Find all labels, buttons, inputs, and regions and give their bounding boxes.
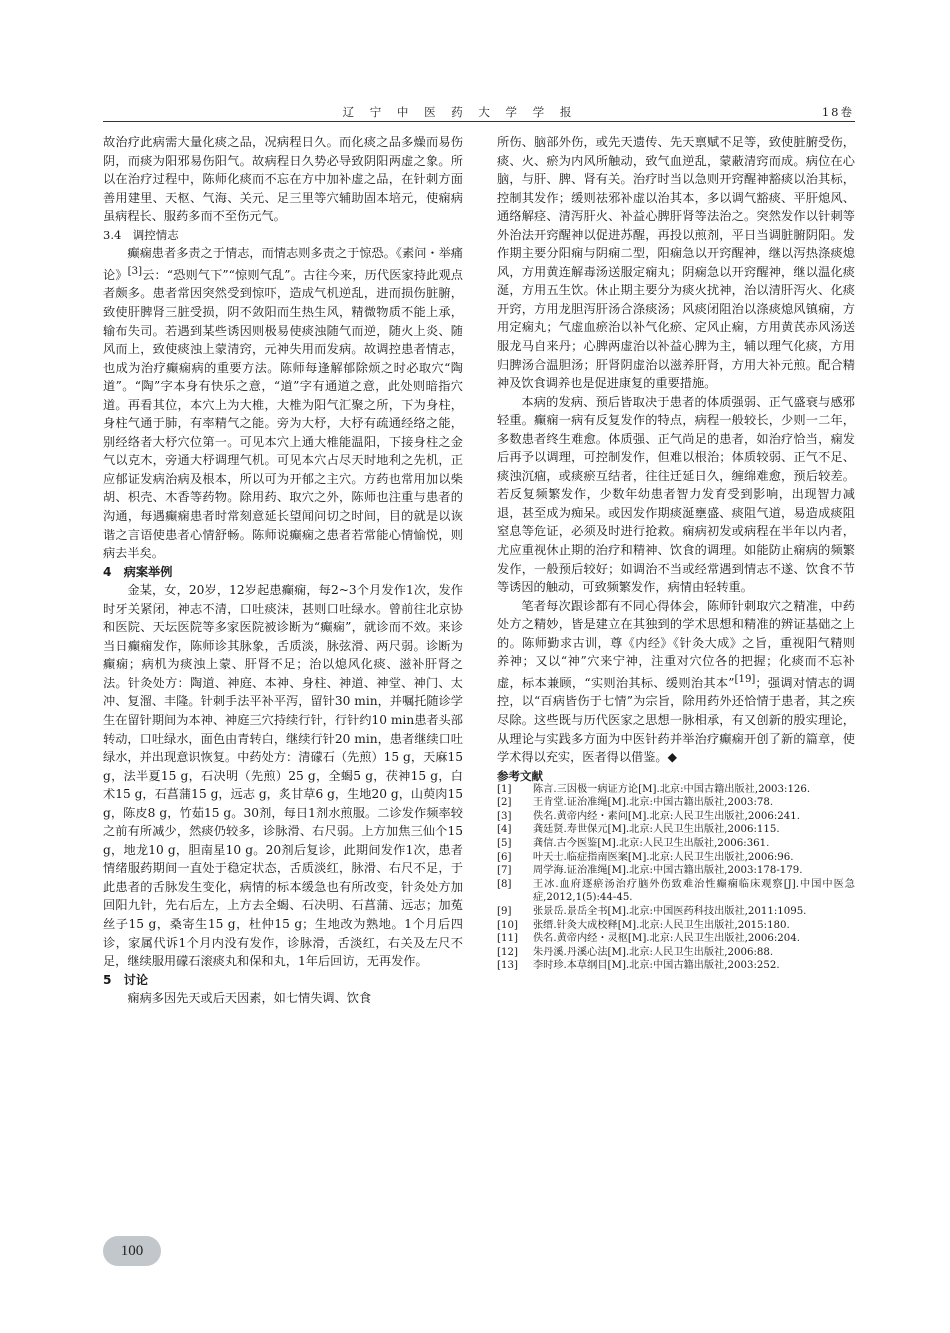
reference-text: 龚廷贤.寿世保元[M].北京:人民卫生出版社,2006:115. <box>533 824 780 836</box>
section-heading-4: 4 病案举例 <box>103 564 173 579</box>
paragraph-prognosis: 本病的发病、预后皆取决于患者的体质强弱、正气盛衰与感邪轻重。癫痫一病有反复发作的特点，病程一般较长，少则一二年，多数患者终生难愈。体质强、正气尚足的患者，如治疗恰当，痫发后再予以调理，可控制发作，但难以根治；体质较弱、正气不足、痰浊沉痼，或痰瘀互结者，往往迁延日久，缠绵难愈，预后较差。若反复频繁发作，少数年幼患者智力发育受到影响，出现智力减退，甚至成为痴呆。或因发作期痰涎壅盛、痰阻气道，易造成痰阻窒息等危证，必须及时进行抢救。痫病初发或病程在半年以内者，尤应重视休止期的治疗和精神、饮食的调理。如能防止痫病的频繁发作，一般预后较好；如调治不当或经常遇到情志不遂、饮食不节等诱因的触动，可致频繁发作，病情由轻转重。 <box>497 394 855 595</box>
paragraph-discussion-continued: 所伤、脑部外伤，或先天遗传、先天禀赋不足等，致使脏腑受伤，痰、火、瘀为内风所触动，致气血逆乱，蒙蔽清窍而成。病位在心脑，与肝、脾、肾有关。治疗时当以急则开窍醒神豁痰以治其标，控制其发作；缓则祛邪补虚以治其本，多以调气豁痰、平肝熄风、通络解痉、清泻肝火、补益心脾肝肾等法治之。突然发作以针刺等外治法开窍醒神以促进苏醒，再投以煎剂，平日当调脏腑阴阳。发作期主要分阳痫与阴痫二型，阳痫急以开窍醒神，继以泻热涤痰熄风，方用黄连解毒汤送服定痫丸；阴痫急以开窍醒神，继以温化痰涎，方用五生饮。休止期主要分为痰火扰神，治以清肝泻火、化痰开窍，方用龙胆泻肝汤合涤痰汤；风痰闭阻治以涤痰熄风镇痫，方用定痫丸；气虚血瘀治以补气化瘀、定风止痫，方用黄芪赤风汤送服龙马自来丹；心脾两虚治以补益心脾为主，辅以理气化痰，方用归脾汤合温胆汤；肝肾阴虚治以滋养肝肾，方用大补元煎。配合精神及饮食调养也是促进康复的重要措施。 <box>497 135 855 391</box>
paragraph-emotion-text-a: 癫痫患者多责之于情志，而情志则多责之于惊恐。《素问・举痛论》 <box>103 246 463 282</box>
reference-item <box>497 864 855 878</box>
reference-text: 陈言.三因极一病证方论[M].北京:中国古籍出版社,2003:126. <box>533 783 811 795</box>
reference-number: [2] <box>497 797 512 809</box>
right-column <box>497 133 855 973</box>
paragraph-conclusion <box>497 597 855 767</box>
reference-item <box>497 851 855 865</box>
reference-number: [10] <box>497 919 518 931</box>
reference-item <box>497 932 855 946</box>
paragraph-emotion-text-b: 云：“恐则气下”“惊则气乱”。古往今来，历代医家持此观点者颇多。患者常因突然受到惊吓，造成气机逆乱，进而损伤脏腑，致使肝脾肾三脏受损，阴不敛阳而生热生风，精微物质不能上承，输布失司。若遇到某些诱因则极易使痰浊随气而逆，随火上炎、随风而上，致使痰浊上蒙清窍，元神失用而发病。故调控患者情志，也成为治疗癫痫病的重要方法。陈师每逢解郁除烦之时必取穴“陶道”。“陶”字本身有快乐之意，“道”字有通道之意，此处则暗指穴道。再看其位，本穴上为大椎，大椎为阳气汇聚之所，下为身柱，身柱气通于肺，有率精气之能。旁为大杼，大杼有疏通经络之能，别经络者大杼穴位第一。可见本穴上通大椎能温阳，下接身柱之金气以克木，旁通大杼调理气机。可见本穴占尽天时地利之先机，正应郁证发病治病及根本，所以可为开郁之主穴。方药也常用加以柴胡、枳壳、木香等药物。除用药、取穴之外，陈师也注重与患者的沟通，每遇癫痫患者时常刻意延长望闻问切之时间，目的就是以诙谐之言语使患者心情舒畅。陈师说癫痫之患者若常能心情愉悦，则病去半矣。 <box>103 267 463 561</box>
reference-number: [13] <box>497 960 518 972</box>
reference-item <box>497 796 855 810</box>
paragraph-treatment-continued: 故治疗此病需大量化痰之品，况病程日久。而化痰之品多燥而易伤阴，而痰为阳邪易伤阳气。故病程日久势必导致阴阳两虚之象。所以在治疗过程中，陈师化痰而不忘在方中加补虚之品，在针刺方面善用建里、天枢、气海、关元、足三里等穴辅助固本培元，使痫病虽病程长、服药多而不至伤元气。 <box>103 135 463 224</box>
paragraph-emotion <box>103 244 463 562</box>
references-heading: 参考文献 <box>497 768 543 783</box>
reference-number: [4] <box>497 824 512 836</box>
section-heading-5: 5 讨论 <box>103 972 149 987</box>
reference-number: [7] <box>497 865 512 877</box>
reference-number: [9] <box>497 906 512 917</box>
reference-number: [11] <box>497 933 518 945</box>
reference-item <box>497 823 855 837</box>
reference-number: [12] <box>497 946 518 958</box>
reference-item <box>497 837 855 851</box>
citation-19: [19] <box>734 673 756 685</box>
reference-number: [6] <box>497 851 512 863</box>
reference-text: 周学海.证治准绳[M].北京:中国古籍出版社,2003:178-179. <box>533 865 803 877</box>
reference-item <box>497 946 855 960</box>
reference-text: 龚信.古今医鉴[M].北京:人民卫生出版社,2006:361. <box>533 838 770 850</box>
reference-number: [8] <box>497 878 512 890</box>
paragraph-conclusion-text-b: ；强调对情志的调控，以“百病皆伤于七情”为宗旨，除用药外还恰情于患者，其之疾尽除。这些既与历代医家之思想一脉相承，有又创新的殷实理论，从理论与实践多方面为中医针药并举治疗癫痫开创了新的篇章，使学术得以充实，医者得以借鉴。◆ <box>497 675 856 765</box>
left-column <box>103 133 463 1008</box>
reference-number: [3] <box>497 810 512 822</box>
reference-item <box>497 959 855 973</box>
reference-item <box>497 810 855 824</box>
page-number-badge: 100 <box>103 1236 161 1266</box>
reference-number: [1] <box>497 783 512 795</box>
reference-text: 王肯堂.证治准绳[M].北京:中国古籍出版社,2003:78. <box>533 797 774 809</box>
reference-text: 王冰.血府逐瘀汤治疗脑外伤致难治性癫痫临床观察[J].中国中医急症,2012,1(5):44-45. <box>533 878 855 904</box>
reference-text: 佚名.黄帝内经・灵枢[M].北京:人民卫生出版社,2006:204. <box>533 933 800 945</box>
reference-text: 佚名.黄帝内经・素问[M].北京:人民卫生出版社,2006:241. <box>533 810 800 822</box>
volume-label: 18卷 <box>821 105 854 119</box>
reference-item <box>497 783 855 797</box>
subsection-heading-3-4: 3.4 调控情志 <box>103 227 179 242</box>
reference-text: 叶天士.临症指南医案[M].北京:人民卫生出版社,2006:96. <box>533 851 794 863</box>
reference-text: 张缙.针灸大成校释[M].北京:人民卫生出版社,2015:180. <box>533 919 790 931</box>
reference-text: 张景岳.景岳全书[M].北京:中国医药科技出版社,2011:1095. <box>533 906 807 917</box>
reference-text: 朱丹溪.丹溪心法[M].北京:人民卫生出版社,2006:88. <box>533 946 774 958</box>
reference-list <box>497 783 855 973</box>
citation-3: [3] <box>127 265 143 277</box>
reference-item <box>497 905 855 919</box>
reference-number: [5] <box>497 838 512 850</box>
paragraph-discussion-start: 痫病多因先天或后天因素，如七情失调、饮食 <box>127 991 372 1006</box>
reference-text: 李时珍.本草纲目[M].北京:中国古籍出版社,2003:252. <box>533 960 780 972</box>
paragraph-case-report: 金某，女，20岁，12岁起患癫痫，每2~3个月发作1次，发作时牙关紧闭，神志不清，口吐痰沫，甚则口吐绿水。曾前往北京协和医院、天坛医院等多家医院被诊断为“癫痫”，就诊而不效。来诊当日癫痫发作，陈师诊其脉象，舌质淡，脉弦滑、两尺弱。诊断为癫痫；病机为痰浊上蒙、肝肾不足；治以熄风化痰、滋补肝肾之法。针灸处方：陶道、神庭、本神、身柱、神道、神堂、神门、太冲、复溜、丰隆。针刺手法平补平泻，留针30 min，并嘱托随诊学生在留针期间为本神、神庭三穴持续行针，行针约10 min患者头部转动，口吐绿水，面色由青转白，继续行针20 min，患者继续口吐绿水，并出现意识恢复。中药处方：清礞石（先煎）15 g，天麻15 g，法半夏15 g，石决明（先煎）25 g，全蝎5 g，茯神15 g，白术15 g，石菖蒲15 g，远志 g，炙甘草6 g，生地20 g，山萸肉15 g，陈皮8 g，竹茹15 g。30剂，每日1剂水煎服。二诊发作频率较之前有所减少，然痰仍较多，诊脉滑、右尺弱。上方加焦三仙个15 g，地龙10 g，胆南星10 g。20剂后复诊，此期间发作1次，患者情绪服药期间一直处于稳定状态，舌质淡红，脉滑、右尺不足，于此患者的舌脉发生变化，病情的标本缓急也有所改变，针灸处方加回阳九针，先右后左，上方去全蝎、石决明、石菖蒲、远志；加菟丝子15 g，桑寄生15 g，杜仲15 g；生地改为熟地。1个月后四诊，家属代诉1个月内没有发作，诊脉滑，舌淡红，右关及左尺不足，继续服用礞石滚痰丸和保和丸，1年后回访，无再发作。 <box>103 583 463 969</box>
paragraph-conclusion-text-a: 笔者每次跟诊都有不同心得体会，陈师针刺取穴之精准，中药处方之精妙，皆是建立在其独到的学术思想和精准的辨证基础之上的。陈师勤求古训，尊《内经》《针灸大成》之旨，重视阳气精则养神；又以“神”穴来宁神，注重对穴位各的把握；化痰而不忘补虚，标本兼顾，“实则治其标、缓则治其本” <box>497 598 855 690</box>
reference-item <box>497 919 855 933</box>
reference-item <box>497 878 855 905</box>
journal-title: 辽 宁 中 医 药 大 学 学 报 <box>342 105 578 119</box>
header-divider <box>103 121 855 122</box>
